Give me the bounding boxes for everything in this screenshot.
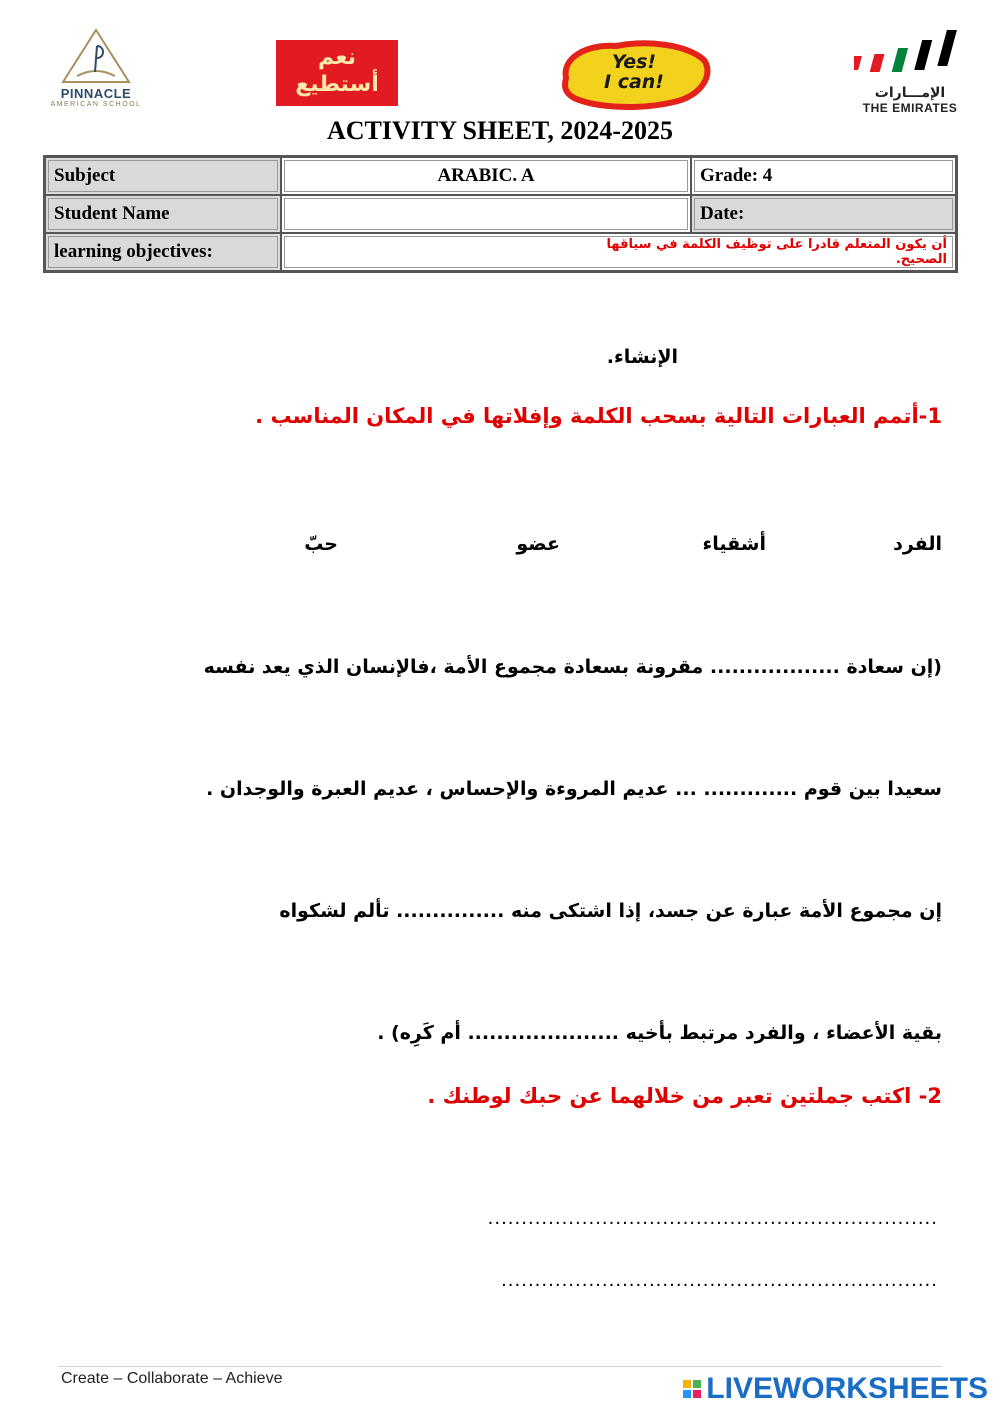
- yes-i-can-logo: [556, 38, 712, 110]
- pinnacle-subtitle: AMERICAN SCHOOL: [50, 101, 142, 108]
- answer-line-1[interactable]: ...................................................................: [487, 1208, 938, 1229]
- word-bank-item[interactable]: أشقياء: [702, 533, 766, 555]
- answer-line-2[interactable]: .................................................................: [501, 1270, 938, 1291]
- objectives-text: أن يكون المتعلم قادرا على توظيف الكلمة في سياقها الصحيح.: [606, 237, 947, 267]
- footer-tagline: Create – Collaborate – Achieve: [61, 1370, 283, 1387]
- pinnacle-mountain-icon: [61, 28, 131, 84]
- taam-astatee-logo: [276, 40, 398, 106]
- page-title: ACTIVITY SHEET, 2024-2025: [327, 116, 673, 145]
- info-table: [43, 155, 958, 273]
- pinnacle-name: PINNACLE: [60, 86, 132, 101]
- word-bank-item[interactable]: حبّ: [304, 533, 338, 555]
- sentence-line[interactable]: بقية الأعضاء ، والفرد مرتبط بأخيه ..................... أم كَرِه) .: [377, 1022, 942, 1044]
- liveworksheets-grid-icon: [683, 1380, 701, 1398]
- liveworksheets-brand: LIVEWORKSHEETS: [706, 1372, 988, 1405]
- student-name-field[interactable]: [281, 195, 691, 233]
- emirates-arabic: الإمـــارات: [874, 85, 946, 101]
- sentence-line[interactable]: (إن سعادة .................. مقرونة بسعادة مجموع الأمة ،فالإنسان الذي يعد نفسه: [203, 656, 942, 678]
- liveworksheets-logo[interactable]: [683, 1372, 988, 1406]
- date-label: Date:: [691, 195, 956, 233]
- pinnacle-logo: [50, 28, 142, 110]
- objectives-value: [281, 233, 956, 271]
- table-row: [45, 195, 956, 233]
- subject-value: ARABIC. A: [281, 157, 691, 195]
- taam-logo-line1: نعم: [318, 45, 356, 70]
- sentence-line[interactable]: سعيدا بين قوم ............. ... عديم المروءة والإحساس ، عديم العبرة والوجدان .: [206, 778, 942, 800]
- footer-divider: [58, 1366, 942, 1367]
- sentence-line[interactable]: إن مجموع الأمة عبارة عن جسد، إذا اشتكى منه ............... تألم لشكواه: [279, 900, 942, 922]
- student-name-label: Student Name: [45, 195, 281, 233]
- subject-label: Subject: [45, 157, 281, 195]
- emirates-english: THE EMIRATES: [862, 101, 958, 115]
- objectives-label: learning objectives:: [45, 233, 281, 271]
- grade-label: Grade: 4: [691, 157, 956, 195]
- taam-logo-line2: أستطيع: [295, 72, 379, 97]
- emirates-stripes-icon: [854, 26, 966, 78]
- section-title: الإنشاء.: [606, 346, 678, 368]
- yes-logo-line1: Yes!: [611, 51, 657, 73]
- table-row: [45, 233, 956, 271]
- question2-title: 2- اكتب جملتين تعبر من خلالهما عن حبك لوطنك .: [427, 1084, 942, 1108]
- word-bank-item[interactable]: عضو: [516, 533, 560, 555]
- table-row: [45, 157, 956, 195]
- emirates-logo: [852, 26, 968, 122]
- word-bank-item[interactable]: الفرد: [893, 533, 942, 555]
- yes-logo-line2: I can!: [604, 71, 664, 93]
- question1-title: 1-أتمم العبارات التالية بسحب الكلمة وإفلاتها في المكان المناسب .: [255, 404, 942, 428]
